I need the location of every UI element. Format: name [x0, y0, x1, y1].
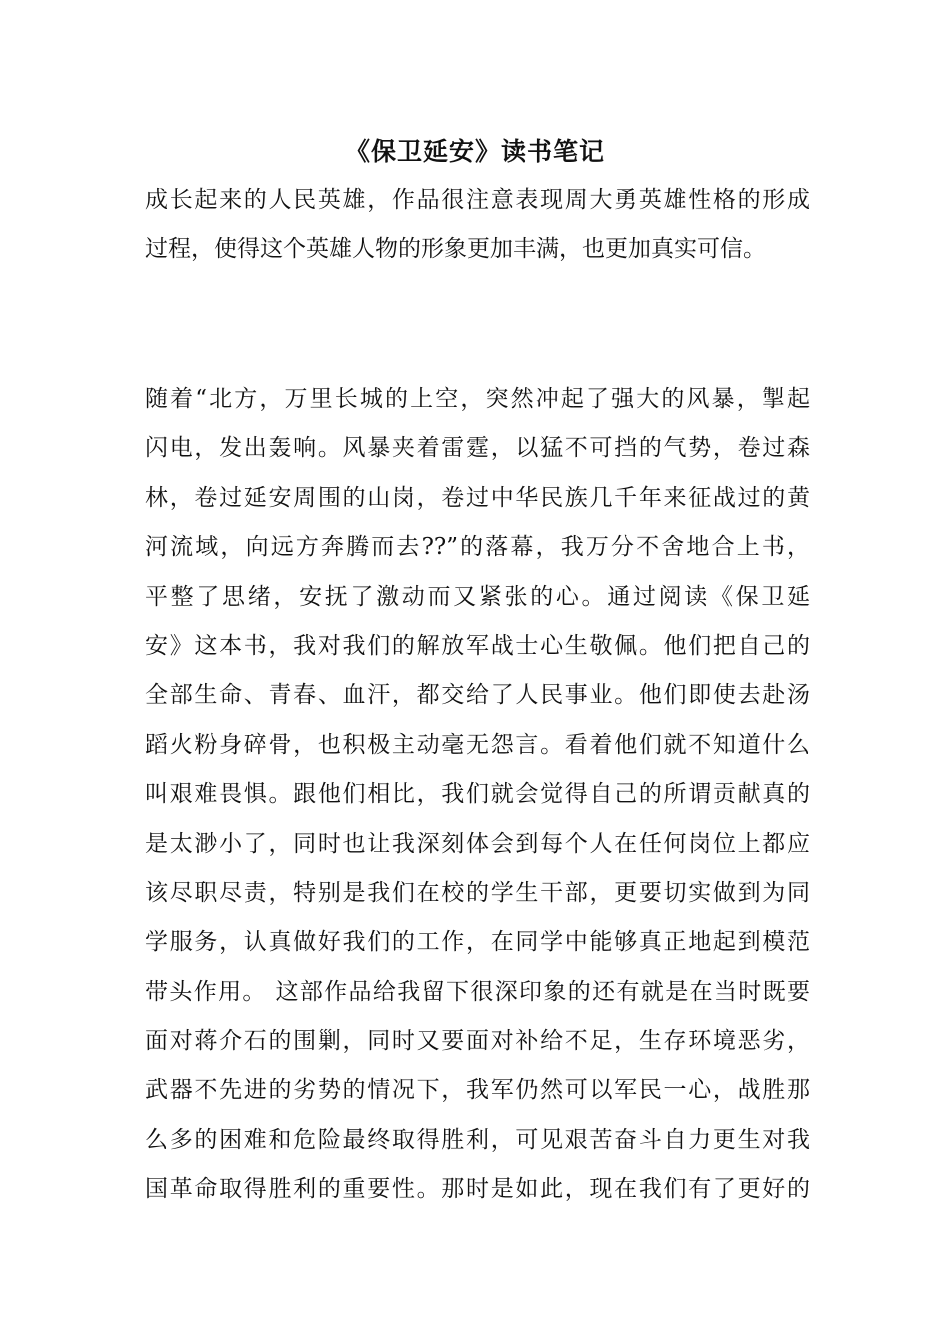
text-line: 面对蒋介石的围剿，同时又要面对补给不足，生存环境恶劣，: [145, 1028, 810, 1055]
paragraph-2: [145, 375, 810, 1215]
document-title: 《保卫延安》读书笔记: [344, 137, 605, 166]
text-line: 安》这本书，我对我们的解放军战士心生敬佩。他们把自己的: [145, 632, 810, 659]
text-line: 平整了思绪，安抚了激动而又紧张的心。通过阅读《保卫延: [145, 583, 810, 610]
text-line: 带头作用。 这部作品给我留下很深印象的还有就是在当时既要: [145, 978, 810, 1005]
text-line: 叫艰难畏惧。跟他们相比，我们就会觉得自己的所谓贡献真的: [145, 781, 810, 808]
text-line: 蹈火粉身碎骨，也积极主动毫无怨言。看着他们就不知道什么: [145, 731, 810, 758]
text-line: 是太渺小了，同时也让我深刻体会到每个人在任何岗位上都应: [145, 830, 810, 857]
text-line: 该尽职尽责，特别是我们在校的学生干部，更要切实做到为同: [145, 879, 810, 906]
text-line: 河流域，向远方奔腾而去??”的落幕，我万分不舍地合上书，: [145, 534, 810, 561]
text-line: 林，卷过延安周围的山岗，卷过中华民族几千年来征战过的黄: [145, 484, 810, 511]
text-line: 随着“北方，万里长城的上空，突然冲起了强大的风暴，掣起: [145, 386, 810, 412]
text-line: 全部生命、青春、血汗，都交给了人民事业。他们即使去赴汤: [145, 682, 810, 709]
text-line: 过程，使得这个英雄人物的形象更加丰满，也更加真实可信。: [145, 236, 766, 263]
text-line: 闪电，发出轰响。风暴夹着雷霆，以猛不可挡的气势，卷过森: [145, 435, 810, 462]
paragraph-1: [145, 176, 810, 275]
text-line: 武器不先进的劣势的情况下，我军仍然可以军民一心，战胜那: [145, 1077, 810, 1104]
text-line: 学服务，认真做好我们的工作，在同学中能够真正地起到模范: [145, 929, 810, 956]
text-line: 么多的困难和危险最终取得胜利，可见艰苦奋斗自力更生对我: [145, 1126, 810, 1153]
text-line: 成长起来的人民英雄，作品很注意表现周大勇英雄性格的形成: [145, 187, 810, 213]
text-line: 国革命取得胜利的重要性。那时是如此，现在我们有了更好的: [145, 1176, 810, 1203]
